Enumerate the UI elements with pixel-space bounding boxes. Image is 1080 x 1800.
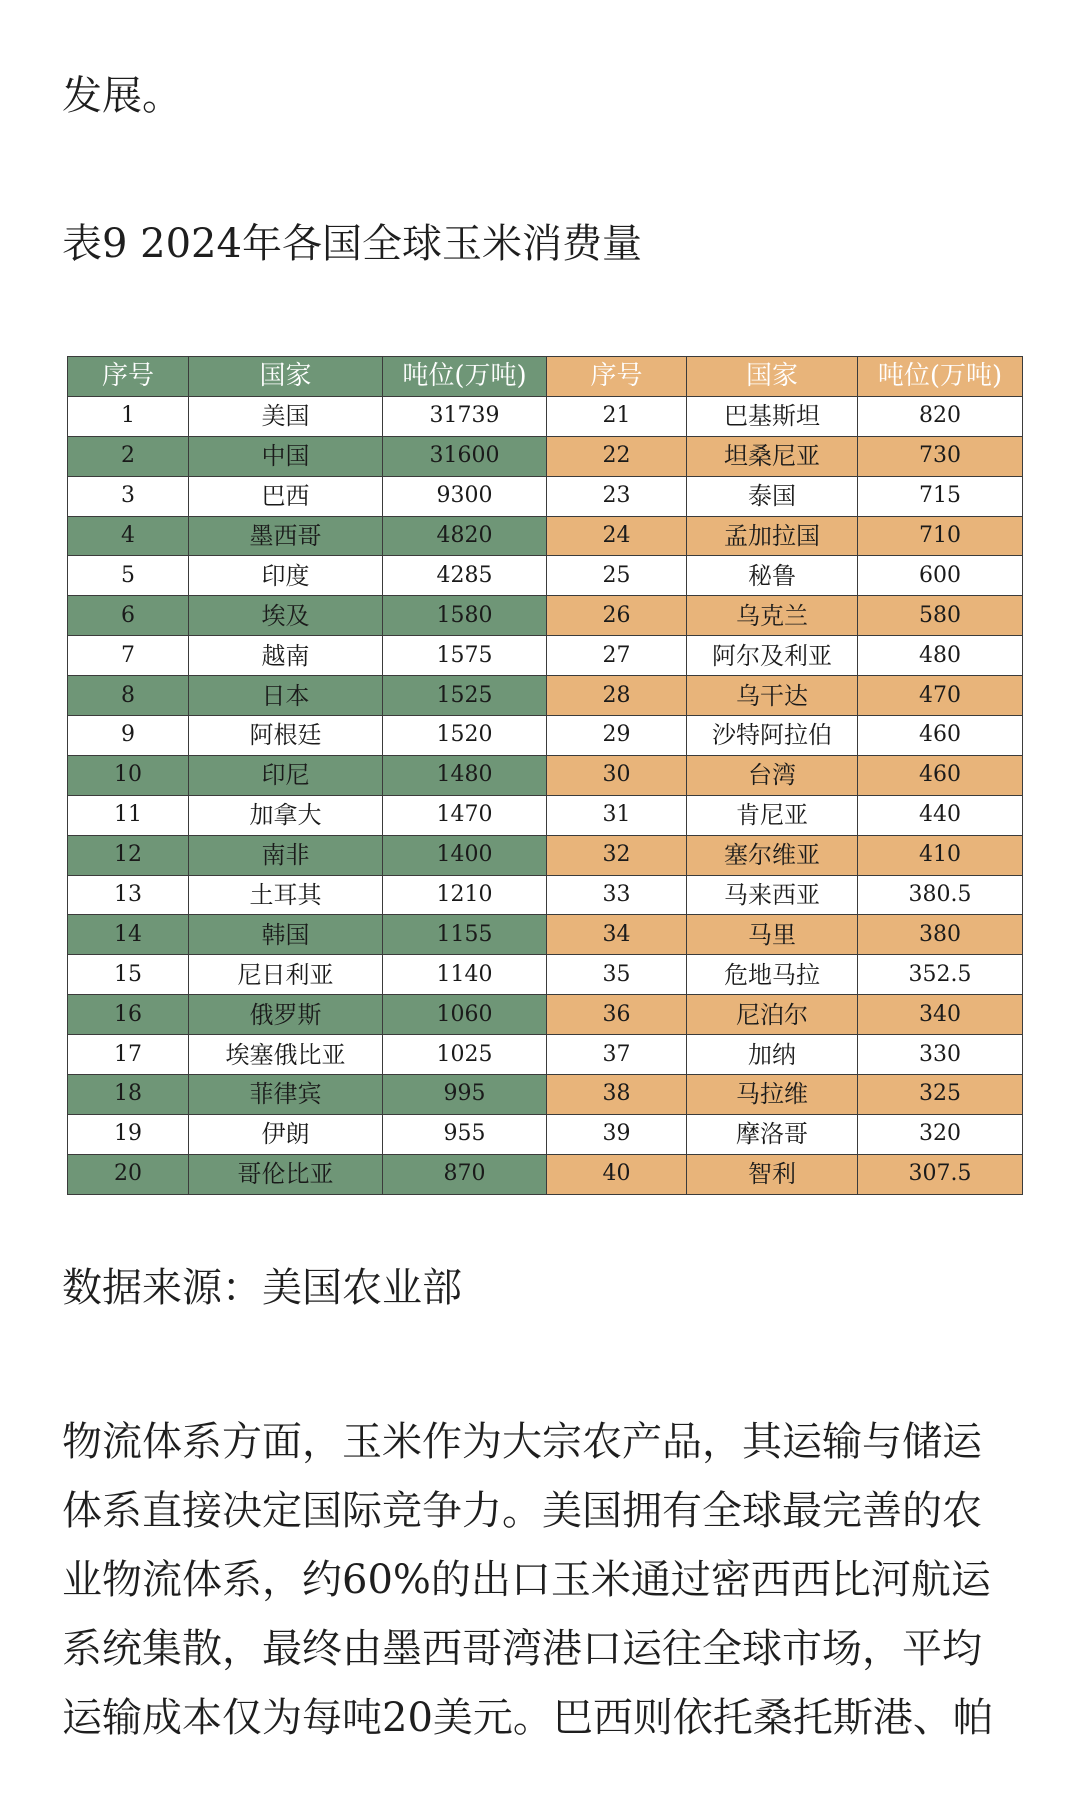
cell-country-left: 美国 (189, 396, 383, 436)
cell-tonnage-right: 440 (858, 795, 1023, 835)
cell-country-right: 尼泊尔 (687, 995, 858, 1035)
table-row (68, 955, 1023, 995)
cell-rank-left: 17 (68, 1035, 189, 1075)
table-row (68, 1114, 1023, 1154)
cell-rank-right: 37 (547, 1035, 687, 1075)
cell-rank-left: 5 (68, 556, 189, 596)
table-row (68, 516, 1023, 556)
cell-country-left: 俄罗斯 (189, 995, 383, 1035)
cell-rank-right: 21 (547, 396, 687, 436)
cell-country-left: 伊朗 (189, 1114, 383, 1154)
cell-country-right: 加纳 (687, 1035, 858, 1075)
table-row (68, 995, 1023, 1035)
cell-tonnage-left: 1525 (383, 676, 547, 716)
cell-rank-left: 16 (68, 995, 189, 1035)
cell-country-left: 阿根廷 (189, 716, 383, 756)
cell-tonnage-right: 820 (858, 396, 1023, 436)
cell-country-left: 韩国 (189, 915, 383, 955)
cell-tonnage-right: 330 (858, 1035, 1023, 1075)
cell-country-left: 日本 (189, 676, 383, 716)
header-tonnage-left: 吨位(万吨) (383, 357, 547, 397)
cell-country-right: 泰国 (687, 476, 858, 516)
header-rank-left: 序号 (68, 357, 189, 397)
cell-tonnage-right: 715 (858, 476, 1023, 516)
cell-country-right: 马里 (687, 915, 858, 955)
cell-tonnage-left: 1575 (383, 636, 547, 676)
cell-tonnage-left: 1580 (383, 596, 547, 636)
cell-country-right: 阿尔及利亚 (687, 636, 858, 676)
cell-rank-left: 4 (68, 516, 189, 556)
cell-tonnage-left: 4285 (383, 556, 547, 596)
cell-rank-right: 35 (547, 955, 687, 995)
cell-tonnage-left: 1210 (383, 875, 547, 915)
cell-country-left: 埃塞俄比亚 (189, 1035, 383, 1075)
paragraph-line: 业物流体系，约60%的出口玉米通过密西西比河航运 (62, 1557, 991, 1603)
cell-rank-right: 36 (547, 995, 687, 1035)
paragraph-line: 系统集散，最终由墨西哥湾港口运往全球市场，平均 (62, 1626, 982, 1672)
cell-tonnage-left: 1470 (383, 795, 547, 835)
cell-tonnage-right: 340 (858, 995, 1023, 1035)
table-header-row (68, 357, 1023, 397)
table-row (68, 1075, 1023, 1115)
table-row (68, 1035, 1023, 1075)
cell-country-left: 土耳其 (189, 875, 383, 915)
cell-tonnage-left: 1025 (383, 1035, 547, 1075)
cell-rank-left: 20 (68, 1154, 189, 1194)
cell-tonnage-right: 352.5 (858, 955, 1023, 995)
cell-rank-right: 31 (547, 795, 687, 835)
cell-tonnage-right: 307.5 (858, 1154, 1023, 1194)
cell-country-right: 坦桑尼亚 (687, 436, 858, 476)
cell-country-left: 哥伦比亚 (189, 1154, 383, 1194)
paragraph-line: 体系直接决定国际竞争力。美国拥有全球最完善的农 (62, 1488, 982, 1534)
cell-tonnage-left: 995 (383, 1075, 547, 1115)
cell-rank-right: 32 (547, 835, 687, 875)
cell-country-right: 乌干达 (687, 676, 858, 716)
cell-tonnage-left: 9300 (383, 476, 547, 516)
cell-country-right: 孟加拉国 (687, 516, 858, 556)
cell-country-right: 乌克兰 (687, 596, 858, 636)
cell-rank-left: 14 (68, 915, 189, 955)
header-tonnage-right: 吨位(万吨) (858, 357, 1023, 397)
corn-consumption-table (67, 356, 1023, 1195)
cell-tonnage-right: 460 (858, 755, 1023, 795)
cell-country-right: 摩洛哥 (687, 1114, 858, 1154)
cell-tonnage-right: 410 (858, 835, 1023, 875)
cell-rank-right: 26 (547, 596, 687, 636)
cell-rank-right: 24 (547, 516, 687, 556)
cell-country-right: 秘鲁 (687, 556, 858, 596)
data-source: 数据来源：美国农业部 (62, 1265, 462, 1311)
cell-rank-right: 33 (547, 875, 687, 915)
cell-rank-right: 30 (547, 755, 687, 795)
table-row (68, 755, 1023, 795)
cell-rank-left: 3 (68, 476, 189, 516)
paragraph-line: 物流体系方面，玉米作为大宗农产品，其运输与储运 (62, 1419, 982, 1465)
cell-country-left: 中国 (189, 436, 383, 476)
table-row (68, 596, 1023, 636)
cell-rank-right: 39 (547, 1114, 687, 1154)
cell-country-left: 印度 (189, 556, 383, 596)
cell-tonnage-right: 320 (858, 1114, 1023, 1154)
cell-country-right: 马拉维 (687, 1075, 858, 1115)
cell-rank-right: 28 (547, 676, 687, 716)
cell-country-right: 马来西亚 (687, 875, 858, 915)
cell-rank-right: 25 (547, 556, 687, 596)
cell-rank-right: 34 (547, 915, 687, 955)
table-row (68, 1154, 1023, 1194)
cell-country-right: 巴基斯坦 (687, 396, 858, 436)
cell-country-right: 危地马拉 (687, 955, 858, 995)
cell-country-right: 台湾 (687, 755, 858, 795)
cell-tonnage-right: 325 (858, 1075, 1023, 1115)
cell-rank-left: 11 (68, 795, 189, 835)
cell-country-right: 沙特阿拉伯 (687, 716, 858, 756)
table-row (68, 636, 1023, 676)
table-row (68, 556, 1023, 596)
cell-country-left: 南非 (189, 835, 383, 875)
cell-tonnage-right: 600 (858, 556, 1023, 596)
cell-tonnage-left: 31739 (383, 396, 547, 436)
cell-tonnage-right: 580 (858, 596, 1023, 636)
cell-rank-left: 8 (68, 676, 189, 716)
cell-rank-right: 40 (547, 1154, 687, 1194)
cell-country-right: 肯尼亚 (687, 795, 858, 835)
cell-tonnage-left: 1060 (383, 995, 547, 1035)
table-caption: 表9 2024年各国全球玉米消费量 (62, 221, 642, 267)
cell-rank-left: 15 (68, 955, 189, 995)
table-row (68, 835, 1023, 875)
cell-rank-right: 27 (547, 636, 687, 676)
cell-country-left: 墨西哥 (189, 516, 383, 556)
cell-country-left: 印尼 (189, 755, 383, 795)
cell-tonnage-right: 730 (858, 436, 1023, 476)
cell-country-left: 加拿大 (189, 795, 383, 835)
table-row (68, 915, 1023, 955)
cell-tonnage-left: 1520 (383, 716, 547, 756)
paragraph-line: 运输成本仅为每吨20美元。巴西则依托桑托斯港、帕 (62, 1695, 993, 1741)
cell-tonnage-left: 1400 (383, 835, 547, 875)
cell-tonnage-right: 710 (858, 516, 1023, 556)
cell-rank-right: 22 (547, 436, 687, 476)
cell-rank-right: 29 (547, 716, 687, 756)
cell-tonnage-left: 1155 (383, 915, 547, 955)
table-row (68, 875, 1023, 915)
cell-rank-right: 38 (547, 1075, 687, 1115)
cell-country-left: 菲律宾 (189, 1075, 383, 1115)
cell-tonnage-right: 460 (858, 716, 1023, 756)
cell-tonnage-right: 470 (858, 676, 1023, 716)
cell-tonnage-left: 870 (383, 1154, 547, 1194)
cell-tonnage-left: 1140 (383, 955, 547, 995)
cell-rank-left: 12 (68, 835, 189, 875)
cell-rank-left: 9 (68, 716, 189, 756)
header-rank-right: 序号 (547, 357, 687, 397)
cell-tonnage-right: 380 (858, 915, 1023, 955)
cell-country-right: 塞尔维亚 (687, 835, 858, 875)
cell-country-right: 智利 (687, 1154, 858, 1194)
cell-rank-left: 7 (68, 636, 189, 676)
cell-rank-left: 13 (68, 875, 189, 915)
cell-tonnage-left: 4820 (383, 516, 547, 556)
cell-rank-left: 10 (68, 755, 189, 795)
cell-rank-left: 1 (68, 396, 189, 436)
table-row (68, 436, 1023, 476)
table-row (68, 676, 1023, 716)
cell-rank-left: 2 (68, 436, 189, 476)
cell-tonnage-right: 380.5 (858, 875, 1023, 915)
cell-tonnage-right: 480 (858, 636, 1023, 676)
body-paragraph (62, 1408, 1022, 1753)
intro-text: 发展。 (62, 73, 182, 119)
table-row (68, 795, 1023, 835)
cell-tonnage-left: 955 (383, 1114, 547, 1154)
cell-rank-left: 18 (68, 1075, 189, 1115)
cell-rank-left: 6 (68, 596, 189, 636)
cell-rank-right: 23 (547, 476, 687, 516)
table-row (68, 476, 1023, 516)
table-row (68, 396, 1023, 436)
cell-country-left: 埃及 (189, 596, 383, 636)
cell-country-left: 越南 (189, 636, 383, 676)
cell-rank-left: 19 (68, 1114, 189, 1154)
header-country-right: 国家 (687, 357, 858, 397)
table-row (68, 716, 1023, 756)
cell-country-left: 巴西 (189, 476, 383, 516)
cell-tonnage-left: 1480 (383, 755, 547, 795)
cell-country-left: 尼日利亚 (189, 955, 383, 995)
cell-tonnage-left: 31600 (383, 436, 547, 476)
header-country-left: 国家 (189, 357, 383, 397)
